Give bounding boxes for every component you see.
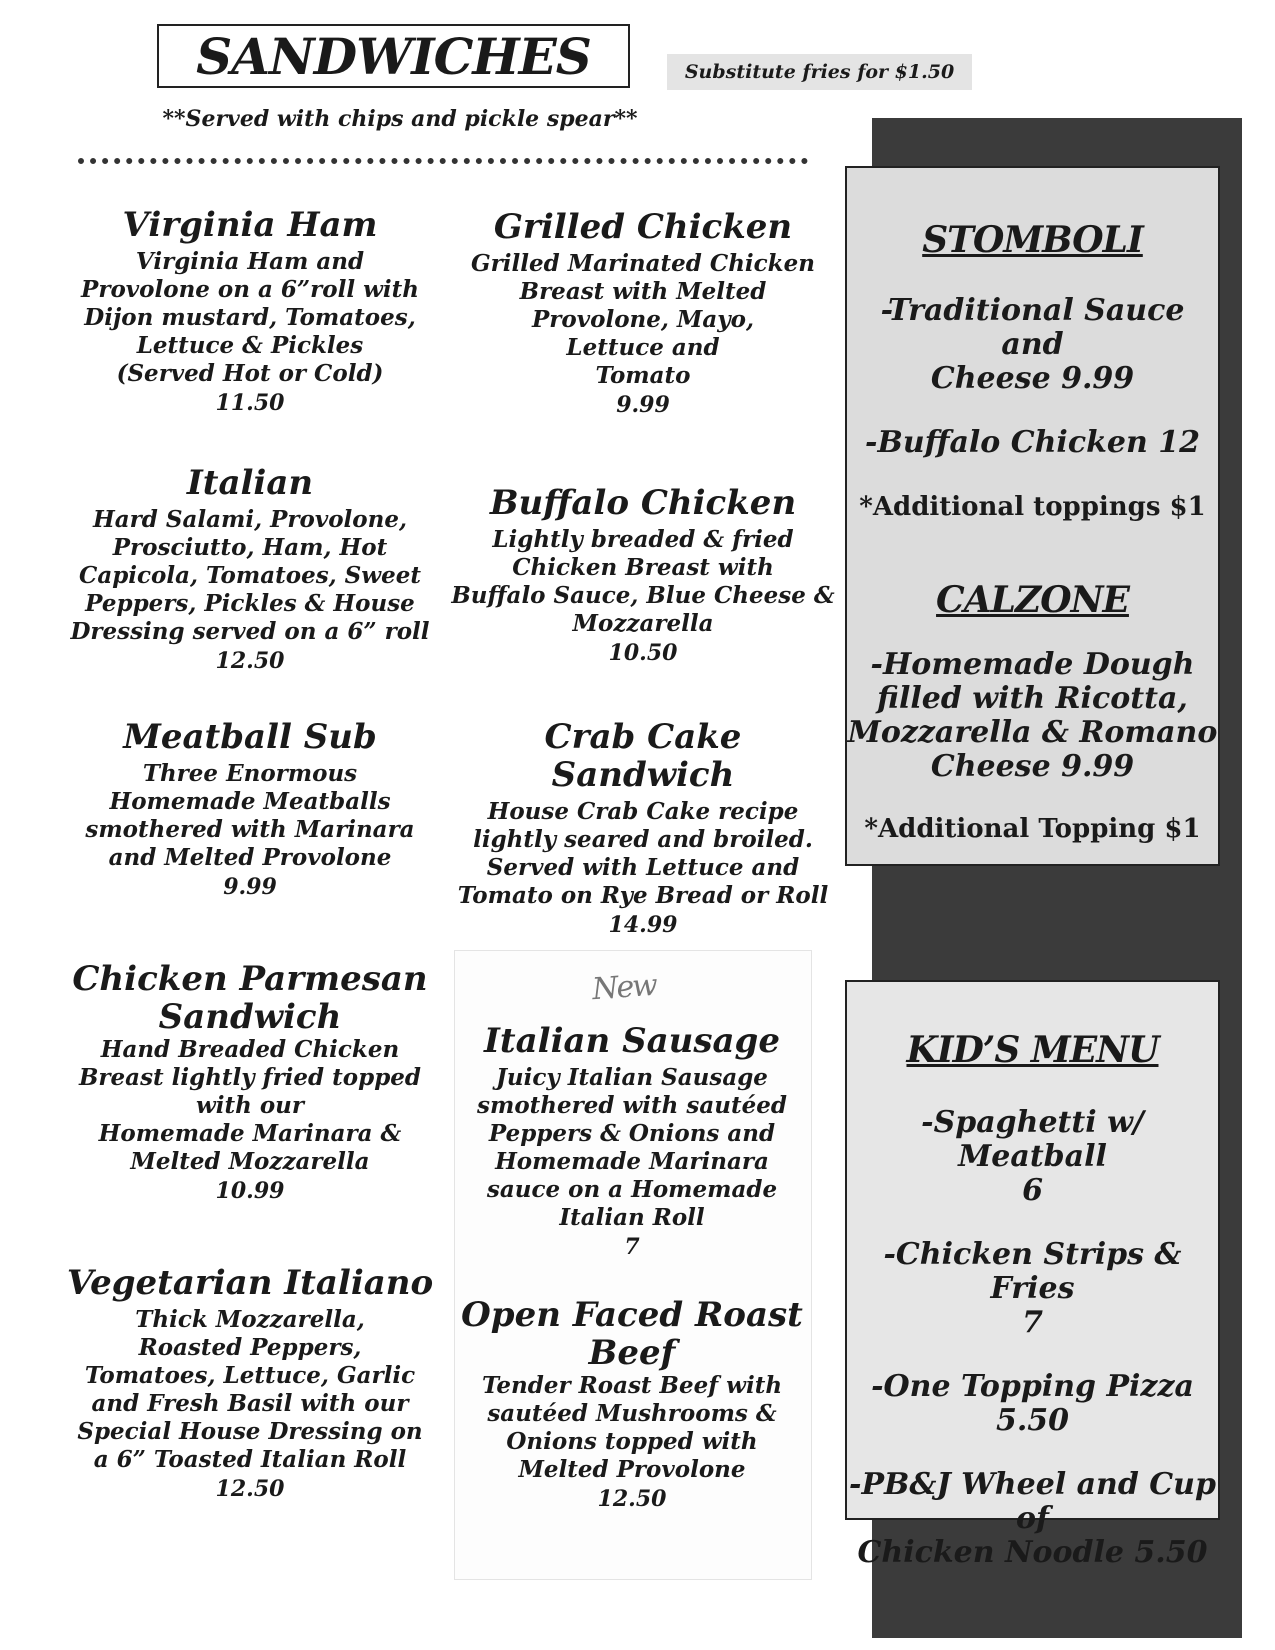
dotted-divider <box>78 150 808 164</box>
served-with-note: **Served with chips and pickle spear** <box>162 106 638 132</box>
menu-item-virginia-ham <box>60 206 440 418</box>
menu-item-meatball-sub <box>60 718 440 902</box>
menu-item-grilled-chicken <box>448 208 838 420</box>
item-name: Italian <box>186 463 314 503</box>
stomboli-item-traditional: -Traditional Sauce and Cheese 9.99 <box>880 293 1185 396</box>
menu-item-chicken-parmesan <box>60 960 440 1206</box>
page-title: SANDWICHES <box>157 24 630 88</box>
item-description: Hard Salami, Provolone, Prosciutto, Ham, Hot Capicola, Tomatoes, Sweet Peppers, Pickles & House Dressing served on a 6” roll <box>70 506 430 645</box>
calzone-item-homemade: -Homemade Dough filled with Ricotta, Mozzarella & Romano Cheese 9.99 <box>847 647 1218 784</box>
item-description: Virginia Ham and Provolone on a 6”roll with Dijon mustard, Tomatoes, Lettuce & Pickles (Served Hot or Cold) <box>81 248 419 387</box>
item-price: 12.50 <box>215 1476 285 1502</box>
item-price: 7 <box>624 1234 640 1260</box>
item-price: 14.99 <box>608 912 678 938</box>
item-name: Open Faced Roast Beef <box>461 1295 803 1373</box>
kids-item-chicken-strips: -Chicken Strips & Fries 7 <box>883 1237 1182 1340</box>
item-description: Thick Mozzarella, Roasted Peppers, Tomatoes, Lettuce, Garlic and Fresh Basil with our Special House Dressing on a 6” Toasted Italian Roll <box>77 1306 423 1473</box>
item-description: Tender Roast Beef with sautéed Mushrooms & Onions topped with Melted Provolone <box>481 1372 783 1483</box>
item-name: Italian Sausage <box>484 1021 780 1061</box>
menu-item-buffalo-chicken <box>448 484 838 668</box>
menu-item-italian-sausage <box>454 1022 810 1262</box>
new-badge: New <box>591 967 657 1008</box>
item-description: Juicy Italian Sausage smothered with sautéed Peppers & Onions and Homemade Marinara sauce on a Homemade Italian Roll <box>477 1064 787 1231</box>
item-name: Buffalo Chicken <box>489 483 797 523</box>
item-name: Meatball Sub <box>123 717 377 757</box>
menu-item-open-faced-roast-beef <box>454 1296 810 1514</box>
item-price: 9.99 <box>616 392 670 418</box>
calzone-heading: CALZONE <box>936 579 1129 621</box>
menu-item-italian <box>60 464 440 676</box>
item-description: Three Enormous Homemade Meatballs smothered with Marinara and Melted Provolone <box>85 760 415 871</box>
stomboli-item-buffalo: -Buffalo Chicken 12 <box>865 425 1200 460</box>
item-price: 10.99 <box>215 1178 285 1204</box>
stomboli-calzone-panel <box>845 166 1220 866</box>
item-description: Lightly breaded & fried Chicken Breast with Buffalo Sauce, Blue Cheese & Mozzarella <box>451 526 835 637</box>
stomboli-heading: STOMBOLI <box>922 219 1143 261</box>
stomboli-toppings-note: *Additional toppings $1 <box>859 492 1206 522</box>
item-name: Grilled Chicken <box>493 207 793 247</box>
kids-item-pizza: -One Topping Pizza 5.50 <box>871 1369 1194 1438</box>
item-name: Virginia Ham <box>122 205 378 245</box>
item-name: Crab Cake Sandwich <box>544 717 742 795</box>
menu-item-vegetarian-italiano <box>60 1264 440 1504</box>
item-name: Vegetarian Italiano <box>66 1263 434 1303</box>
item-description: Grilled Marinated Chicken Breast with Melted Provolone, Mayo, Lettuce and Tomato <box>471 250 815 389</box>
item-price: 12.50 <box>215 648 285 674</box>
item-name: Chicken Parmesan Sandwich <box>72 959 428 1037</box>
item-price: 11.50 <box>215 390 285 416</box>
kids-menu-heading: KID’S MENU <box>906 1029 1159 1071</box>
kids-item-spaghetti: -Spaghetti w/ Meatball 6 <box>921 1105 1144 1208</box>
calzone-topping-note: *Additional Topping $1 <box>864 814 1201 844</box>
kids-item-pbj: -PB&J Wheel and Cup of Chicken Noodle 5.50 <box>849 1467 1216 1570</box>
item-price: 12.50 <box>597 1486 667 1512</box>
substitute-fries-note: Substitute fries for $1.50 <box>667 54 972 90</box>
kids-menu-panel <box>845 980 1220 1570</box>
item-description: House Crab Cake recipe lightly seared and broiled. Served with Lettuce and Tomato on Rye Bread or Roll <box>457 798 829 909</box>
item-price: 10.50 <box>608 640 678 666</box>
item-description: Hand Breaded Chicken Breast lightly fried topped with our Homemade Marinara & Melted Mozzarella <box>78 1036 421 1175</box>
menu-item-crab-cake-sandwich <box>448 718 838 940</box>
item-price: 9.99 <box>223 874 277 900</box>
